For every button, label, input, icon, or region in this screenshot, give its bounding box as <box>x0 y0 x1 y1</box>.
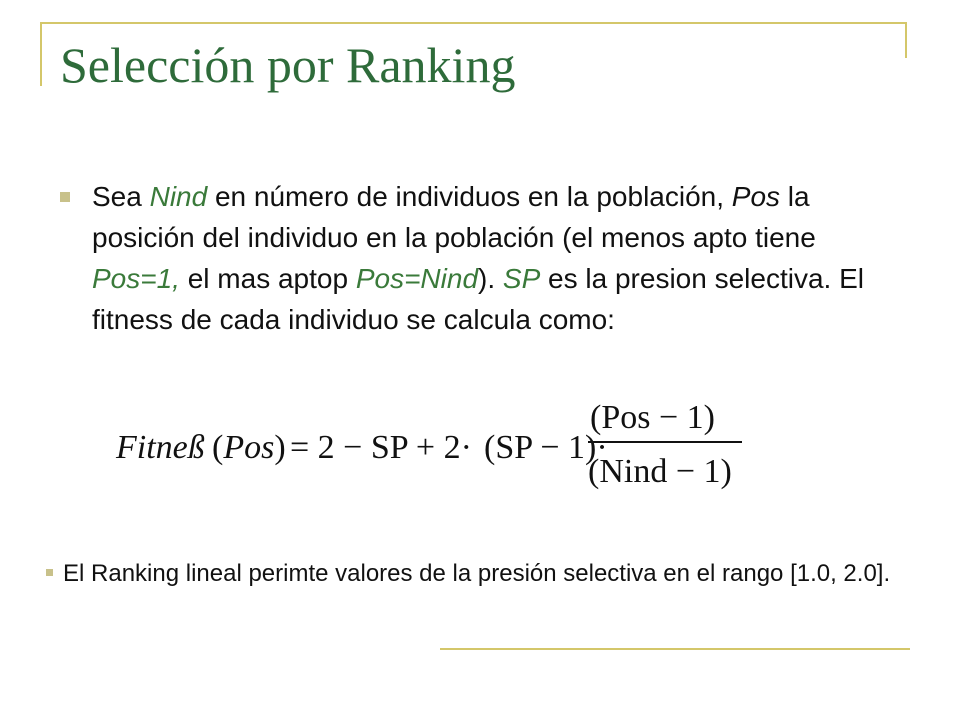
formula-numerator: (Pos − 1) <box>590 399 715 436</box>
formula-lhs: Fitneß <box>116 429 205 466</box>
note-text <box>40 555 910 593</box>
text-segment: la posición del individuo en la población (el menos apto tiene <box>92 181 816 253</box>
bullet-marker <box>60 192 70 202</box>
formula-lhs-arg-text: Pos <box>223 429 275 466</box>
text-segment: Sea <box>92 181 150 212</box>
formula-lhs-arg: (Pos) <box>212 429 286 466</box>
left-rule <box>40 22 42 86</box>
text-segment: es la presion selectiva. El fitness de cada individuo se calcula como: <box>92 263 864 335</box>
text-segment: en número de individuos en la población, <box>207 181 732 212</box>
formula-denominator: (Nind − 1) <box>588 453 732 490</box>
formula-factor: (SP − 1)· <box>484 429 608 466</box>
text-segment: ). <box>478 263 503 294</box>
text-segment: el mas aptop <box>179 263 356 294</box>
sp-term: SP <box>502 263 541 294</box>
pos-eq-1-term: Pos=1, <box>92 263 180 294</box>
note-bullet-marker <box>46 569 53 576</box>
note-body: El Ranking lineal perimte valores de la presión selectiva en el rango [1.0, 2.0]. <box>63 560 891 587</box>
top-rule <box>40 22 906 24</box>
main-bullet-text <box>92 176 892 340</box>
bottom-rule <box>440 648 910 650</box>
pos-term: Pos <box>731 181 781 212</box>
formula-middle: = 2 − SP + 2· <box>290 429 472 466</box>
fitness-formula <box>112 390 762 500</box>
pos-eq-nind-term: Pos=Nind <box>355 263 479 294</box>
slide-title: Selección por Ranking <box>60 37 516 93</box>
right-rule <box>905 22 907 58</box>
nind-term: Nind <box>149 181 208 212</box>
